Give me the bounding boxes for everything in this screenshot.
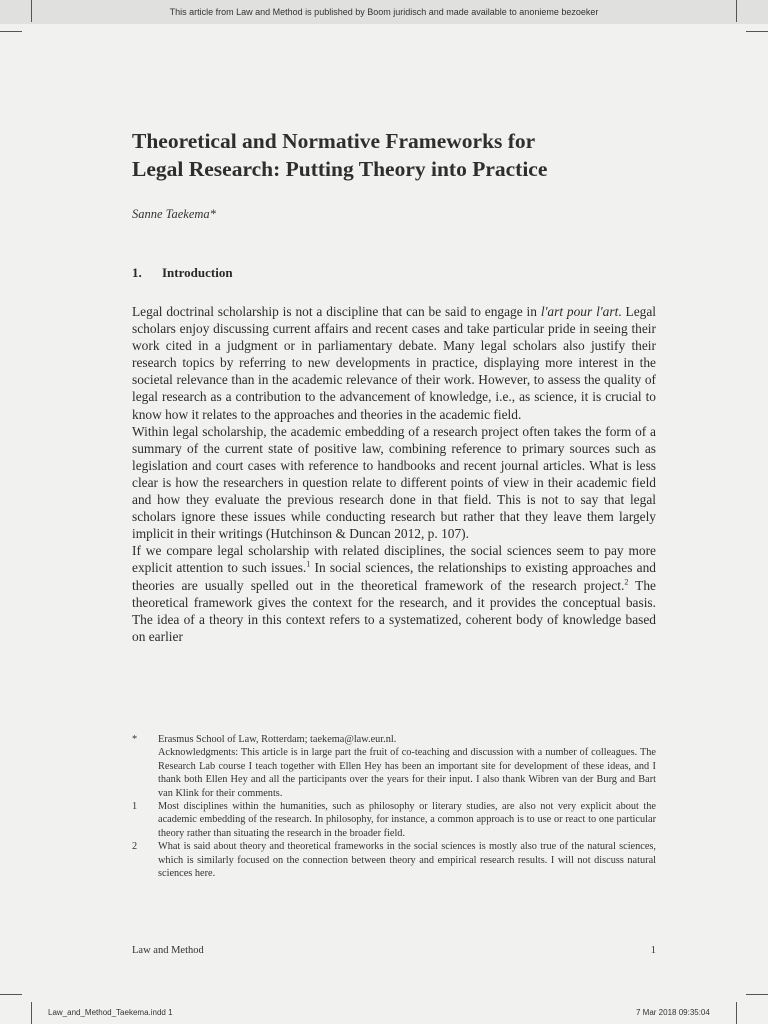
footnote-mark: 2 bbox=[132, 841, 138, 853]
acknowledgments: Acknowledgments: This article is in large part the fruit of co-teaching and discussion with a number of colleagues. The Research Lab course I teach together with Ellen Hey has been an important site for development of these ideas, and I thank both Ellen Hey and all the participants over the years for their input. I also thank Wibren van der Burg and Bart van Klink for their comments. bbox=[158, 747, 656, 799]
running-footer-journal: Law and Method bbox=[132, 945, 204, 956]
footnote-author bbox=[132, 733, 656, 800]
footnote-mark: 1 bbox=[132, 801, 138, 813]
author-name: Sanne Taekema* bbox=[132, 207, 216, 221]
access-notice-bar bbox=[0, 0, 768, 24]
footnote-text bbox=[158, 733, 656, 800]
crop-mark-top-right-h bbox=[746, 31, 768, 32]
paragraph-3-text-b: In social sciences, the relationships to existing approaches and theories are usually spelled out in the theoretical framework of the research project. bbox=[132, 560, 656, 593]
paragraph-1 bbox=[132, 303, 656, 423]
paragraph-1-italic-phrase: l'art pour l'art bbox=[540, 304, 619, 319]
article-title-line2: Legal Research: Putting Theory into Practice bbox=[132, 157, 548, 181]
section-heading bbox=[132, 265, 233, 281]
footnote-ref-2[interactable]: 2 bbox=[624, 577, 629, 587]
paragraph-1-text-a: Legal doctrinal scholarship is not a discipline that can be said to engage in bbox=[132, 304, 541, 319]
crop-mark-bottom-left-h bbox=[0, 994, 22, 995]
footnote-text: Most disciplines within the humanities, such as philosophy or literary studies, are also not very explicit about the academic embedding of the research. In philosophy, for instance, a common approach is to use or react to one particular theory rather than situating the research in the broader field. bbox=[158, 801, 656, 839]
crop-mark-bottom-right-h bbox=[746, 994, 768, 995]
footnotes bbox=[132, 733, 656, 880]
print-slug-file: Law_and_Method_Taekema.indd 1 bbox=[48, 1008, 173, 1017]
crop-mark-top-left-v bbox=[31, 0, 32, 22]
article-title-line1: Theoretical and Normative Frameworks for bbox=[132, 129, 536, 153]
footnote-text: What is said about theory and theoretical frameworks in the social sciences is mostly also true of the natural sciences, which is similarly focused on the connection between theory and empirical research results. I will not discuss natural sciences here. bbox=[158, 841, 656, 880]
paragraph-3 bbox=[132, 542, 656, 645]
paragraph-1-text-b: . Legal scholars enjoy discussing current affairs and recent cases and take particular pride in seeing their work cited in a judgment or in parliamentary debate. Many legal scholars also justify their research topics by referring to new developments in practice, displaying more interest in the societal relevance than in the academic relevance of their work. However, to assess the quality of legal research as a contribution to the advancement of knowledge, i.e., as science, it is crucial to know how it relates to the approaches and theories in the academic field. bbox=[132, 304, 656, 422]
footnote-1 bbox=[132, 800, 656, 840]
footnote-mark: * bbox=[132, 734, 138, 745]
crop-mark-bottom-right-v bbox=[736, 1002, 737, 1024]
page-number: 1 bbox=[650, 945, 656, 956]
author-affiliation: Erasmus School of Law, Rotterdam; taekema@law.eur.nl. bbox=[158, 734, 397, 745]
crop-mark-bottom-left-v bbox=[31, 1002, 32, 1024]
crop-mark-top-left-h bbox=[0, 31, 22, 32]
article-title bbox=[132, 127, 692, 183]
footnote-2 bbox=[132, 840, 656, 880]
section-number: 1. bbox=[132, 265, 142, 280]
section-title: Introduction bbox=[162, 265, 233, 280]
crop-mark-top-right-v bbox=[736, 0, 737, 22]
paragraph-3-text-a: If we compare legal scholarship with related disciplines, the social sciences seem to pay more explicit attention to such issues. bbox=[132, 543, 656, 576]
access-notice-text: This article from Law and Method is published by Boom juridisch and made available to anonieme bezoeker bbox=[169, 7, 599, 17]
paragraph-2: Within legal scholarship, the academic embedding of a research project often takes the form of a summary of the current state of positive law, combining reference to primary sources such as legislation and court cases with reference to handbooks and recent journal articles. What is less clear is how the researchers in question relate to different points of view in their academic field and how they evaluate the previous research done in that field. This is not to say that legal scholars ignore these issues while conducting research but rather that they leave them largely implicit in their writings (Hutchinson & Duncan 2012, p. 107). bbox=[132, 423, 656, 542]
print-slug-datetime: 7 Mar 2018 09:35:04 bbox=[636, 1008, 710, 1017]
article-body bbox=[132, 303, 656, 645]
paragraph-3-text-c: The theoretical framework gives the context for the research, and it provides the conceptual basis. The idea of a theory in this context refers to a systematized, coherent body of knowledge based on earlier bbox=[132, 577, 656, 644]
footnote-ref-1[interactable]: 1 bbox=[306, 559, 311, 569]
